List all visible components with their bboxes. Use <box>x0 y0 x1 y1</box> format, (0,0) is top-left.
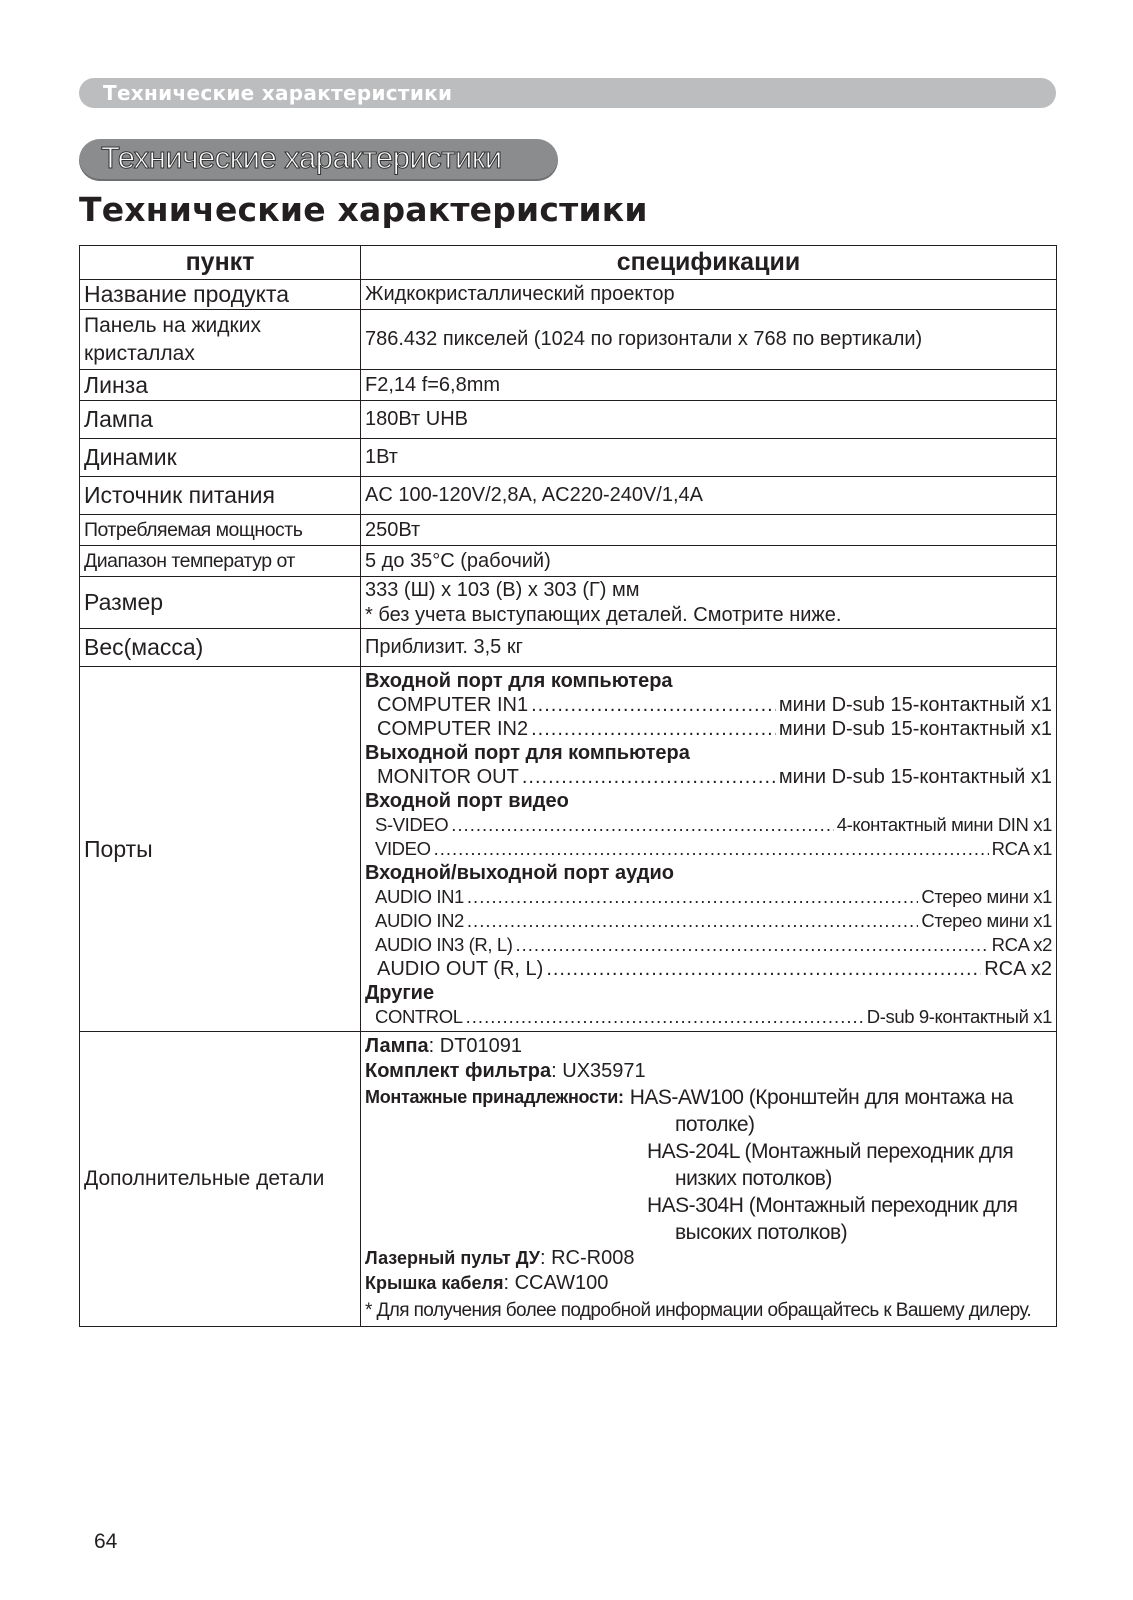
port-spec: D-sub 9-контактный x1 <box>866 1006 1052 1027</box>
table-row <box>80 515 1057 546</box>
port-spec: мини D-sub 15-контактный x1 <box>778 694 1052 716</box>
port-group-title: Входной порт видео <box>365 790 569 812</box>
mount-item-line: низких потолков) <box>675 1167 832 1190</box>
row-label: Источник питания <box>80 477 361 515</box>
mount-item-line: HAS-AW100 (Кронштейн для монтажа на <box>629 1086 1013 1109</box>
row-label: Дополнительные детали <box>80 1032 361 1327</box>
row-value-line: 333 (Ш) x 103 (В) x 303 (Г) мм <box>365 578 640 601</box>
row-label: Потребляемая мощность <box>80 515 361 546</box>
row-value: 1Вт <box>361 439 1057 477</box>
port-name: MONITOR OUT <box>377 766 519 788</box>
accessory-filter <box>365 1059 1052 1084</box>
port-item <box>365 885 1052 909</box>
dealer-note: * Для получения более подробной информации обращайтесь к Вашему дилеру. <box>365 1300 1032 1321</box>
leader-dots <box>467 885 918 909</box>
row-label: Размер <box>80 577 361 629</box>
row-value: Жидкокристаллический проектор <box>361 280 1057 310</box>
port-name: COMPUTER IN2 <box>377 718 529 740</box>
port-name: AUDIO IN2 <box>375 910 464 931</box>
port-spec: 4-контактный мини DIN x1 <box>836 814 1052 835</box>
leader-dots <box>467 909 918 933</box>
leader-dots <box>531 693 776 717</box>
port-name: AUDIO OUT (R, L) <box>377 958 544 980</box>
port-item <box>365 693 1052 717</box>
accessory-lamp <box>365 1034 1052 1059</box>
accessory-value: : CCAW100 <box>503 1272 609 1294</box>
port-name: COMPUTER IN1 <box>377 694 529 716</box>
accessory-cable <box>365 1271 1052 1296</box>
ports-list <box>361 667 1057 1032</box>
table-row <box>80 310 1057 370</box>
port-item <box>365 1005 1052 1029</box>
accessory-value: : UX35971 <box>551 1060 646 1082</box>
table-row <box>80 577 1057 629</box>
row-value: AC 100-120V/2,8A, AC220-240V/1,4A <box>361 477 1057 515</box>
port-name: CONTROL <box>375 1006 463 1027</box>
leader-dots <box>522 765 776 789</box>
table-header-row <box>80 246 1057 280</box>
mount-item-line: HAS-204L (Монтажный переходник для <box>647 1140 1014 1163</box>
table-row <box>80 629 1057 667</box>
specifications-table <box>79 245 1057 1327</box>
accessory-key: Крышка кабеля <box>365 1273 504 1293</box>
port-name: AUDIO IN1 <box>375 886 464 907</box>
table-row <box>80 439 1057 477</box>
leader-dots <box>546 957 981 981</box>
mount-item-line: потолке) <box>675 1113 755 1136</box>
table-row <box>80 477 1057 515</box>
row-label: Линза <box>80 370 361 401</box>
accessory-mount <box>365 1084 1052 1111</box>
section-pill-title: Технические характеристики <box>101 140 502 175</box>
row-value: F2,14 f=6,8mm <box>361 370 1057 401</box>
leader-dots <box>516 933 989 957</box>
row-label: Порты <box>80 667 361 1032</box>
mount-item-line: HAS-304H (Монтажный переходник для <box>647 1194 1018 1217</box>
port-item <box>365 933 1052 957</box>
section-pill <box>79 139 558 181</box>
row-label <box>80 310 361 370</box>
column-header-spec: спецификации <box>361 246 1057 280</box>
row-value: 250Вт <box>361 515 1057 546</box>
row-label-line: кристаллах <box>84 341 195 365</box>
table-row <box>80 401 1057 439</box>
row-label: Диапазон температур от <box>80 546 361 577</box>
row-label: Динамик <box>80 439 361 477</box>
mount-item <box>365 1111 1052 1138</box>
table-row <box>80 370 1057 401</box>
port-spec: RCA x2 <box>984 958 1052 980</box>
row-value <box>361 577 1057 629</box>
row-label-line: Панель на жидких <box>84 313 261 337</box>
port-name: AUDIO IN3 (R, L) <box>375 934 513 955</box>
accessory-key: Лазерный пульт ДУ <box>365 1248 540 1268</box>
section-bar-title: Технические характеристики <box>103 81 453 105</box>
table-row <box>80 546 1057 577</box>
accessory-remote <box>365 1246 1052 1271</box>
port-spec: RCA x2 <box>991 934 1052 955</box>
leader-dots <box>466 1005 864 1029</box>
port-spec: мини D-sub 15-контактный x1 <box>778 766 1052 788</box>
section-bar <box>79 78 1056 108</box>
accessory-key: Лампа <box>365 1035 429 1057</box>
accessory-key: Комплект фильтра <box>365 1060 552 1082</box>
port-name: VIDEO <box>375 838 431 859</box>
port-group-title: Выходной порт для компьютера <box>365 742 690 764</box>
row-label: Название продукта <box>80 280 361 310</box>
port-spec: мини D-sub 15-контактный x1 <box>778 718 1052 740</box>
accessory-value: : RC-R008 <box>539 1247 635 1269</box>
row-label: Вес(масса) <box>80 629 361 667</box>
port-spec: Стерео мини x1 <box>921 886 1052 907</box>
row-value: 786.432 пикселей (1024 по горизонтали x 768 по вертикали) <box>361 310 1057 370</box>
port-item <box>365 765 1052 789</box>
mount-item <box>365 1192 1052 1246</box>
table-row <box>80 280 1057 310</box>
row-value: 180Вт UHB <box>361 401 1057 439</box>
mount-item-line: высоких потолков) <box>675 1221 848 1244</box>
port-spec: RCA x1 <box>991 838 1052 859</box>
page-title: Технические характеристики <box>79 190 648 229</box>
page-number: 64 <box>94 1530 118 1553</box>
mount-item <box>365 1138 1052 1192</box>
table-row-accessories <box>80 1032 1057 1327</box>
port-item <box>365 837 1052 861</box>
accessories-list <box>361 1032 1057 1327</box>
leader-dots <box>451 813 833 837</box>
port-group-title: Входной/выходной порт аудио <box>365 862 674 884</box>
column-header-item: пункт <box>80 246 361 280</box>
port-name: S-VIDEO <box>375 814 449 835</box>
port-group-title: Другие <box>365 982 435 1004</box>
row-value-line: * без учета выступающих деталей. Смотрите ниже. <box>365 603 842 626</box>
port-item <box>365 909 1052 933</box>
leader-dots <box>434 837 989 861</box>
row-value: 5 до 35°C (рабочий) <box>361 546 1057 577</box>
port-item <box>365 813 1052 837</box>
port-item <box>365 717 1052 741</box>
table-row-ports <box>80 667 1057 1032</box>
accessory-value: : DT01091 <box>428 1035 523 1057</box>
port-spec: Стерео мини x1 <box>921 910 1052 931</box>
row-value: Приблизит. 3,5 кг <box>361 629 1057 667</box>
leader-dots <box>531 717 776 741</box>
port-group-title: Входной порт для компьютера <box>365 670 673 692</box>
port-item <box>365 957 1052 981</box>
row-label: Лампа <box>80 401 361 439</box>
accessory-key: Монтажные принадлежности: <box>365 1087 624 1107</box>
